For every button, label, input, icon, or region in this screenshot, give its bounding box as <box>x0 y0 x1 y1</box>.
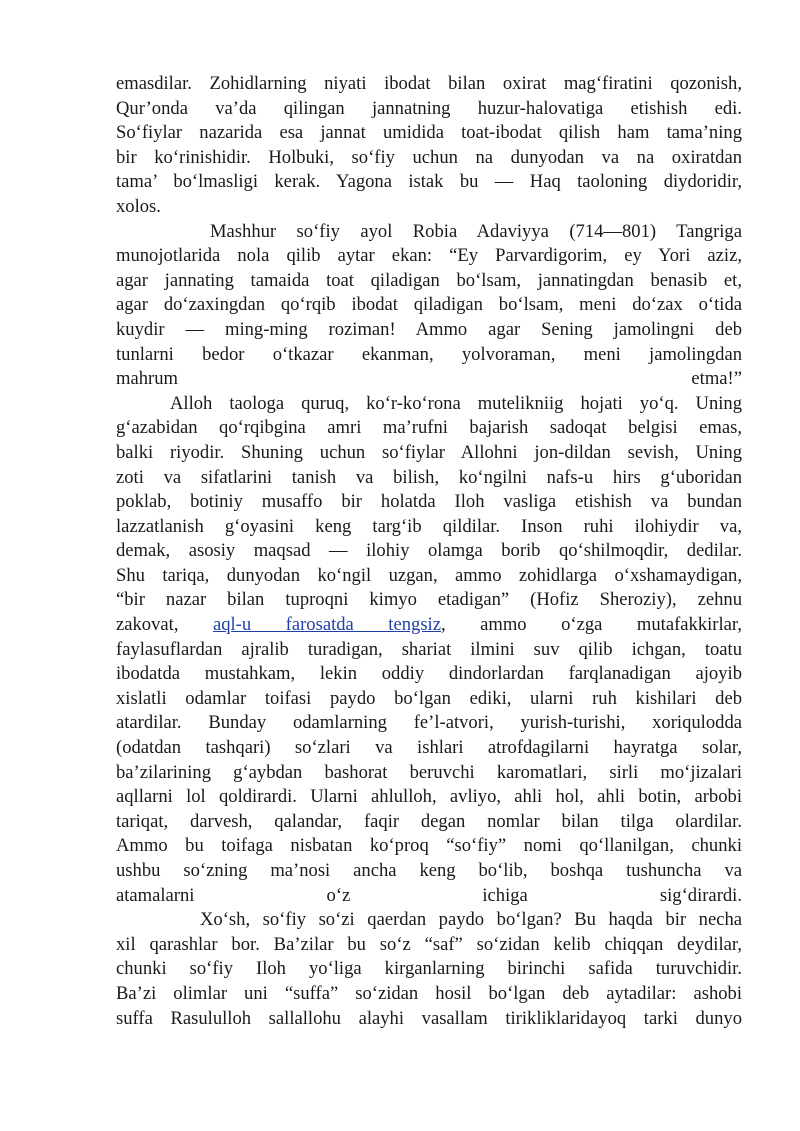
text-line: mahrum etma!” <box>116 368 742 390</box>
text-line: ba’zilarining g‘aybdan bashorat beruvchi karomatlari, sirli mo‘jizalari <box>116 761 742 783</box>
text-line: “bir nazar bilan tuproqni kimyo etadigan” (Hofiz Sheroziy), zehnu <box>116 589 742 611</box>
text-line: agar do‘zaxingdan qo‘rqib ibodat qiladigan bo‘lsam, meni do‘zax o‘tida <box>116 294 742 316</box>
document-page <box>116 72 742 1031</box>
text-line: Ammo bu toifaga nisbatan ko‘proq “so‘fiy” nomi qo‘llanilgan, chunki <box>116 835 742 857</box>
paragraph-4 <box>116 908 742 1031</box>
text-line: tariqat, darvesh, qalandar, faqir degan nomlar bilan tilga olardilar. <box>116 810 742 832</box>
text-line: tunlarni bedor o‘tkazar ekanman, yolvoraman, meni jamolingdan <box>116 343 742 365</box>
aql-u-farosatda-tengsiz-link[interactable]: aql-u farosatda tengsiz <box>212 614 441 636</box>
text-line: So‘fiylar nazarida esa jannat umidida toat-ibodat qilish ham tama’ning <box>116 122 742 144</box>
text-line: lazzatlanish g‘oyasini keng targ‘ib qildilar. Inson ruhi ilohiydir va, <box>116 515 742 537</box>
text-line: suffa Rasululloh sallallohu alayhi vasallam tirikliklaridayoq tarki dunyo <box>116 1007 742 1029</box>
text-line: faylasuflardan ajralib turadigan, shariat ilmini suv qilib ichgan, toatu <box>116 638 742 660</box>
text-line: munojotlarida nola qilib aytar ekan: “Ey Parvardigorim, ey Yori aziz, <box>116 245 742 267</box>
text-line: bir ko‘rinishidir. Holbuki, so‘fiy uchun na dunyodan va na oxiratdan <box>116 146 742 168</box>
paragraph-2 <box>116 220 742 392</box>
text-line: Xo‘sh, so‘fiy so‘zi qaerdan paydo bo‘lgan? Bu haqda bir necha <box>200 909 742 931</box>
text-line: Qur’onda va’da qilingan jannatning huzur-halovatiga etishish edi. <box>116 97 742 119</box>
link-suffix: , ammo o‘zga mutafakkirlar, <box>440 614 742 636</box>
text-line: demak, asosiy maqsad — ilohiy olamga borib qo‘shilmoqdir, dedilar. <box>116 540 742 562</box>
text-line: zoti va sifatlarini tanish va bilish, ko‘ngilni nafs-u hirs g‘uboridan <box>116 466 742 488</box>
text-line: xil qarashlar bor. Ba’zilar bu so‘z “saf” so‘zidan kelib chiqqan deydilar, <box>116 933 742 955</box>
paragraph-1 <box>116 72 742 220</box>
text-line: chunki so‘fiy Iloh yo‘liga kirganlarning birinchi safida turuvchidir. <box>116 958 742 980</box>
link-prefix: zakovat, <box>116 614 213 636</box>
paragraph-3 <box>116 392 742 908</box>
text-line: emasdilar. Zohidlarning niyati ibodat bilan oxirat mag‘firatini qozonish, <box>116 73 742 94</box>
text-line: Alloh taologa quruq, ko‘r-ko‘rona mutelikniig hojati yo‘q. Uning <box>170 392 742 414</box>
text-line: balki riyodir. Shuning uchun so‘fiylar Allohni jon-dildan sevish, Uning <box>116 441 742 463</box>
text-line: xolos. <box>116 195 161 217</box>
text-line: poklab, botiniy musaffo bir holatda Iloh vasliga etishish va bundan <box>116 491 742 513</box>
text-line: g‘azabidan qo‘rqibgina amri ma’rufni bajarish sadoqat belgisi emas, <box>116 417 742 439</box>
text-line: tama’ bo‘lmasligi kerak. Yagona istak bu — Haq taoloning diydoridir, <box>116 171 742 193</box>
text-line: aqllarni lol qoldirardi. Ularni ahlulloh, avliyo, ahli hol, ahli botin, arbobi <box>116 786 742 808</box>
text-line: xislatli odamlar toifasi paydo bo‘lgan ediki, ularni ruh kishilari deb <box>116 687 742 709</box>
text-line: kuydir — ming-ming roziman! Ammo agar Sening jamolingni deb <box>116 318 742 340</box>
text-line: Ba’zi olimlar uni “suffa” so‘zidan hosil bo‘lgan deb aytadilar: ashobi <box>116 982 742 1004</box>
text-line: agar jannating tamaida toat qiladigan bo‘lsam, jannatingdan benasib et, <box>116 269 742 291</box>
text-line: atardilar. Bunday odamlarning fe’l-atvori, yurish-turishi, xoriqulodda <box>116 712 742 734</box>
text-line: Mashhur so‘fiy ayol Robia Adaviyya (714—801) Tangriga <box>210 220 742 242</box>
text-line: atamalarni o‘z ichiga sig‘dirardi. <box>116 884 742 906</box>
text-line-with-link <box>116 613 742 638</box>
text-line: Shu tariqa, dunyodan ko‘ngil uzgan, ammo zohidlarga o‘xshamaydigan, <box>116 564 742 586</box>
text-line: (odatdan tashqari) so‘zlari va ishlari atrofdagilarni hayratga solar, <box>116 737 742 759</box>
text-line: ibodatda mustahkam, lekin oddiy dindorlardan farqlanadigan ajoyib <box>116 663 742 685</box>
text-line: ushbu so‘zning ma’nosi ancha keng bo‘lib, boshqa tushuncha va <box>116 860 742 881</box>
